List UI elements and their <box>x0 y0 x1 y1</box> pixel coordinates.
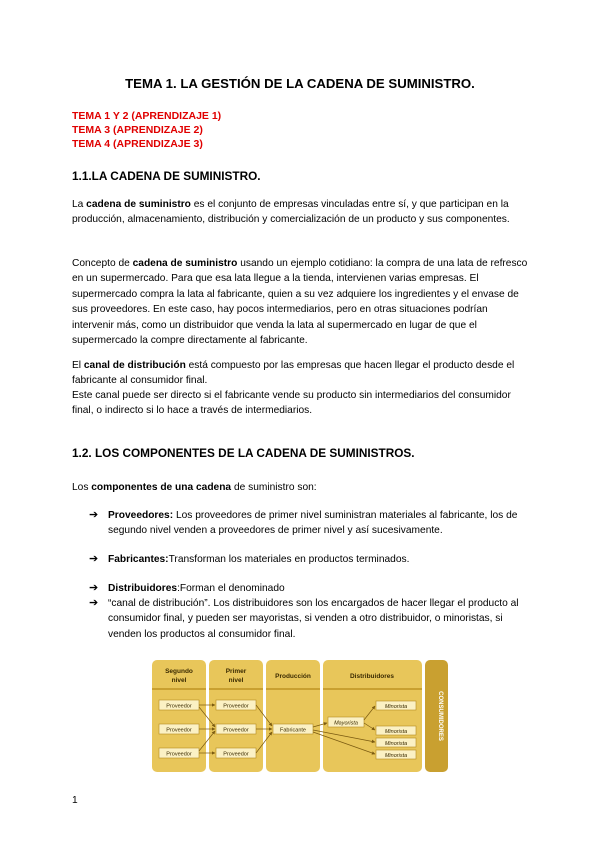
bold-term: componentes de una cadena <box>91 482 232 493</box>
column-header: Distribuidores <box>349 673 395 680</box>
bold-term: Proveedores: <box>108 510 174 521</box>
text-run: Los <box>72 482 92 493</box>
column-header: Segundo <box>165 668 193 675</box>
list-item <box>90 552 530 567</box>
page-number: 1 <box>72 795 78 806</box>
text-run: Concepto de <box>72 258 133 269</box>
bold-term: Fabricantes: <box>108 554 169 565</box>
arrow-bullet-icon: ➔ <box>89 582 99 594</box>
list-item <box>90 581 530 596</box>
text-run: de suministro son: <box>231 482 317 493</box>
bold-term: Distribuidores <box>108 583 178 594</box>
node-proveedor: Proveedor <box>223 703 249 710</box>
list-item <box>90 508 530 539</box>
bold-term: canal de distribución <box>83 360 186 371</box>
paragraph <box>72 358 532 389</box>
paragraph <box>72 197 532 228</box>
section-heading-1-2: 1.2. LOS COMPONENTES DE LA CADENA DE SUMINISTROS. <box>72 446 415 460</box>
consumer-label: CONSUMIDORES <box>437 691 443 741</box>
text-run: es el conjunto de empresas vinculadas entre sí, y que participan en la producción, almacenamiento, distribución y comercialización de un producto y sus componentes. <box>72 199 510 226</box>
node-proveedor: Proveedor <box>223 727 249 734</box>
page-title: TEMA 1. LA GESTIÓN DE LA CADENA DE SUMINISTRO. <box>125 76 475 91</box>
node-minorista: Minorista <box>384 741 408 747</box>
bold-term: cadena de suministro <box>86 199 191 210</box>
text-run: Transforman los materiales en productos terminados. <box>168 554 410 565</box>
arrow-bullet-icon: ➔ <box>89 553 99 565</box>
node-minorista: Minorista <box>384 729 408 735</box>
node-fabricante: Fabricante <box>280 727 306 734</box>
node-minorista: Minorista <box>384 753 408 759</box>
node-proveedor: Proveedor <box>223 751 249 758</box>
topic-line: TEMA 1 Y 2 (APRENDIZAJE 1) <box>72 110 222 122</box>
node-mayorista: Mayorista <box>334 720 358 727</box>
paragraph <box>72 480 532 495</box>
text-run: :Forman el denominado <box>177 583 285 594</box>
consumer-panel <box>425 660 448 772</box>
topic-line: TEMA 3 (APRENDIZAJE 2) <box>72 124 203 136</box>
paragraph <box>72 256 532 348</box>
paragraph: Este canal puede ser directo si el fabricante vende su producto sin intermediarios del consumidor final, o indirecto si lo hace a través de intermediarios. <box>72 390 511 417</box>
supply-chain-diagram <box>152 660 448 772</box>
column-header: Producción <box>275 673 311 680</box>
arrow-bullet-icon: ➔ <box>89 509 99 521</box>
text-run: está compuesto por las empresas que hacen llegar el producto desde el fabricante al consumidor final. <box>72 360 515 387</box>
text-run: El <box>72 360 84 371</box>
text-run: usando un ejemplo cotidiano: la compra de una lata de refresco en un supermercado. Para que esa lata llegue a la tienda, intervienen varias empresas. El supermercado compra la lata al fabricante, quien a su vez adquiere los ingredientes y el envase de sus proveedores. En este caso, hay pocos intermediarios, pero en otras situaciones podrían intervenir más, como un distribuidor que venda la lata al supermercado en lugar de que el supermercado la compre directamente al fabricante. <box>72 258 528 347</box>
section-heading-1-1: 1.1.LA CADENA DE SUMINISTRO. <box>72 169 261 183</box>
text-run: Los proveedores de primer nivel suministran materiales al fabricante, los de segundo nivel venden a proveedores de primer nivel y así sucesivamente. <box>108 510 518 537</box>
text-run: La <box>72 199 87 210</box>
text-run: “canal de distribución”. Los distribuidores son los encargados de hacer llegar el producto al consumidor final, y pueden ser mayoristas, si venden a otro distribuidor, o minoristas, si venden los productos al consumidor final. <box>108 598 519 640</box>
node-proveedor: Proveedor <box>166 751 192 758</box>
arrow-bullet-icon: ➔ <box>89 597 99 609</box>
column-header: nivel <box>171 677 187 684</box>
topic-line: TEMA 4 (APRENDIZAJE 3) <box>72 138 203 150</box>
column-header: nivel <box>228 677 244 684</box>
column-header: Primer <box>225 668 247 675</box>
bold-term: cadena de suministro <box>132 258 238 269</box>
node-proveedor: Proveedor <box>166 703 192 710</box>
node-minorista: Minorista <box>384 704 408 710</box>
node-proveedor: Proveedor <box>166 727 192 734</box>
list-item <box>90 596 530 642</box>
